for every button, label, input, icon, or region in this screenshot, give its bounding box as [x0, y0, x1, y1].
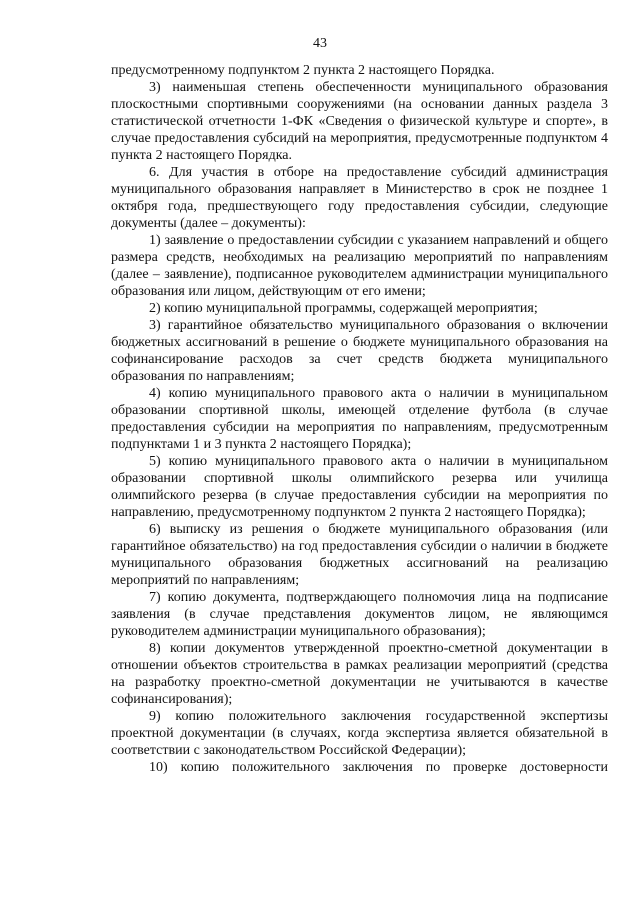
- paragraph: 7) копию документа, подтверждающего полномочия лица на подписание заявления (в случае представления документов лицом, не являющимся руководителем администрации муниципального образования);: [111, 590, 608, 639]
- paragraph: 9) копию положительного заключения государственной экспертизы проектной документации (в случаях, когда экспертиза является обязательной в соответствии с законодательством Российской Федерации);: [111, 709, 608, 758]
- paragraph: 2) копию муниципальной программы, содержащей мероприятия;: [149, 301, 538, 316]
- document-body: [111, 62, 608, 776]
- paragraph: 3) гарантийное обязательство муниципального образования о включении бюджетных ассигнований в решение о бюджете муниципального образования на софинансирование расходов за счет средств бюджета муниципального образования по направлениям;: [111, 318, 608, 384]
- paragraph: 1) заявление о предоставлении субсидии с указанием направлений и общего размера средств, необходимых на реализацию мероприятий по направлениям (далее – заявление), подписанное руководителем администрации муниципального образования или лицом, действующим от его имени;: [111, 233, 608, 299]
- paragraph: 5) копию муниципального правового акта о наличии в муниципальном образовании спортивной школы олимпийского резерва или училища олимпийского резерва (в случае предоставления субсидии на мероприятия по направлению, предусмотренному подпунктом 2 пункта 2 настоящего Порядка);: [111, 454, 608, 520]
- page-number: 43: [313, 36, 327, 51]
- paragraph: предусмотренному подпунктом 2 пункта 2 настоящего Порядка.: [111, 63, 495, 78]
- paragraph: 4) копию муниципального правового акта о наличии в муниципальном образовании спортивной школы, имеющей отделение футбола (в случае предоставления субсидии на мероприятия по направлениям, предусмотренным подпунктами 1 и 3 пункта 2 настоящего Порядка);: [111, 386, 608, 452]
- paragraph: 8) копии документов утвержденной проектно-сметной документации в отношении объектов строительства в рамках реализации мероприятий (средства на разработку проектно-сметной документации не учитываются в качестве софинансирования);: [111, 641, 608, 707]
- paragraph: 10) копию положительного заключения по проверке достоверности: [149, 760, 608, 775]
- paragraph: 6) выписку из решения о бюджете муниципального образования (или гарантийное обязательство) на год предоставления субсидии о наличии в бюджете муниципального образования бюджетных ассигнований на реализацию мероприятий по направлениям;: [111, 522, 608, 588]
- paragraph: 3) наименьшая степень обеспеченности муниципального образования плоскостными спортивными сооружениями (на основании данных раздела 3 статистической отчетности 1-ФК «Сведения о физической культуре и спорте», в случае предоставления субсидий на мероприятия, предусмотренные подпунктом 4 пункта 2 настоящего Порядка.: [111, 80, 608, 163]
- paragraph: 6. Для участия в отборе на предоставление субсидий администрация муниципального образования направляет в Министерство в срок не позднее 1 октября года, предшествующего году предоставления субсидии, следующие документы (далее – документы):: [111, 165, 608, 231]
